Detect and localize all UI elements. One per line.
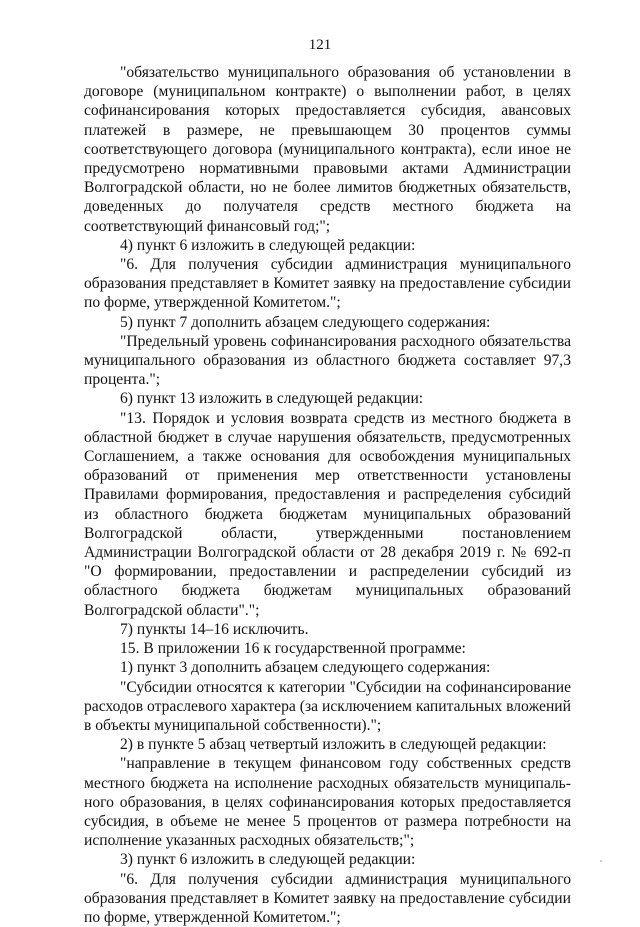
paragraph-15: "6. Для получения субсидии администрация муниципального образования представляет в Комитет заявку на предоставление субсидии по форме, утвержденной Комитетом.";: [84, 870, 571, 926]
paragraph-3: "6. Для получения субсидии администрация муниципального образования представляет в Комитет заявку на предоставление субсидии по форме, утвержденной Комитетом.";: [84, 256, 571, 312]
paragraph-14: 3) пункт 6 изложить в следующей редакции:: [120, 851, 416, 869]
paragraph-12: 2) в пункте 5 абзац четвертый изложить в следующей редакции:: [120, 736, 547, 754]
paragraph-11: "Субсидии относятся к категории "Субсидии на софинансирование расходов отраслевого характера (за исключением капитальных вложений в объекты муниципальной собственности).";: [84, 678, 571, 734]
paragraph-1: "обязательство муниципального образования об установлении в договоре (муниципальном контракте) о выполнении работ, в целях софинансирования которых предоставляется субсидия, авансовых платежей в размере, не превышающем 30 процентов суммы соответствующего договора (муниципального контракта), если иное не предусмотрено нормативными правовыми актами Администрации Волгоградской области, но не более лимитов бюджетных обязательств, доведенных до получателя средств местного бюджета на соответствующий финансовый год;";: [84, 64, 571, 235]
paragraph-10: 1) пункт 3 дополнить абзацем следующего содержания:: [120, 659, 491, 677]
paragraph-2: 4) пункт 6 изложить в следующей редакции:: [120, 236, 416, 254]
paragraph-6: 6) пункт 13 изложить в следующей редакции:: [120, 390, 424, 408]
paragraph-4: 5) пункт 7 дополнить абзацем следующего содержания:: [120, 313, 491, 331]
paragraph-8: 7) пункты 14–16 исключить.: [120, 620, 309, 638]
paragraph-9: 15. В приложении 16 к государственной программе:: [120, 640, 466, 658]
paragraph-5: "Предельный уровень софинансирования расходного обязательства муниципального образования из областного бюджета составляет 97,3 процента.";: [84, 332, 571, 389]
paragraph-7: "13. Порядок и условия возврата средств из местного бюджета в областной бюджет в случае нарушения обязательств, предусмотренных Соглашением, а также основания для освобождения муниципальных образований от применения мер ответственности установлены Правилами формирования, предоставления и распределения субсидий из областного бюджета бюджетам муниципальных образований Волгоградской области, утвержденными постановлением Администрации Волгоградской области от 28 декабря 2019 г. № 692-п "О формировании, предоставлении и распределении субсидий из областного бюджета бюджетам муниципальных образований Волгоградской области".";: [84, 409, 571, 619]
page-number: 121: [308, 37, 332, 53]
paragraph-13: "направление в текущем финансовом году собственных средств местного бюджета на исполнение расходных обязательств муниципального образования, в целях софинансирования которых предоставляется субсидия, в объеме не менее 5 процентов от размера потребности на исполнение указанных расходных обязательств;";: [84, 755, 571, 850]
scan-speck: [600, 860, 602, 862]
document-body: [84, 63, 571, 927]
